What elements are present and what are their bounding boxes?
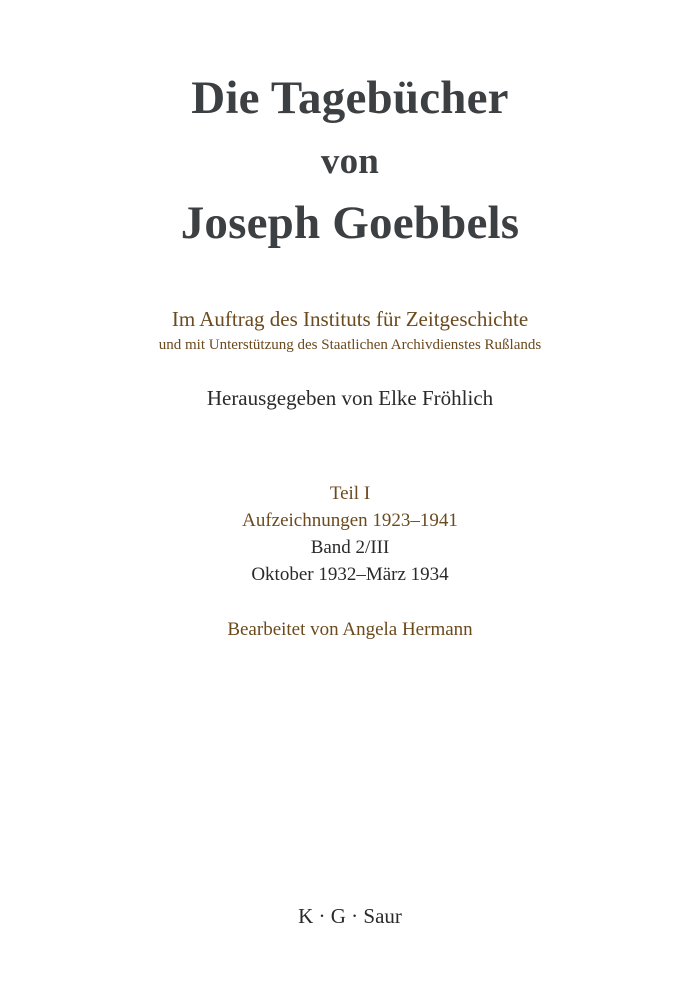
title-line-1: Die Tagebücher bbox=[191, 72, 509, 124]
editor-line: Herausgegeben von Elke Fröhlich bbox=[206, 386, 494, 410]
adapter-line: Bearbeitet von Angela Hermann bbox=[227, 619, 473, 640]
volume-label: Band 2/III bbox=[310, 537, 390, 558]
records-range: Aufzeichnungen 1923–1941 bbox=[242, 510, 458, 531]
title-line-2: von bbox=[320, 141, 380, 182]
period-range: Oktober 1932–März 1934 bbox=[251, 564, 449, 585]
publisher-name: K · G · Saur bbox=[298, 904, 402, 928]
commission-line-2: und mit Unterstützung des Staatlichen Archivdienstes Rußlands bbox=[158, 337, 542, 353]
title-line-3: Joseph Goebbels bbox=[180, 197, 520, 249]
commission-line-1: Im Auftrag des Instituts für Zeitgeschichte bbox=[171, 307, 529, 331]
part-label: Teil I bbox=[329, 483, 371, 504]
